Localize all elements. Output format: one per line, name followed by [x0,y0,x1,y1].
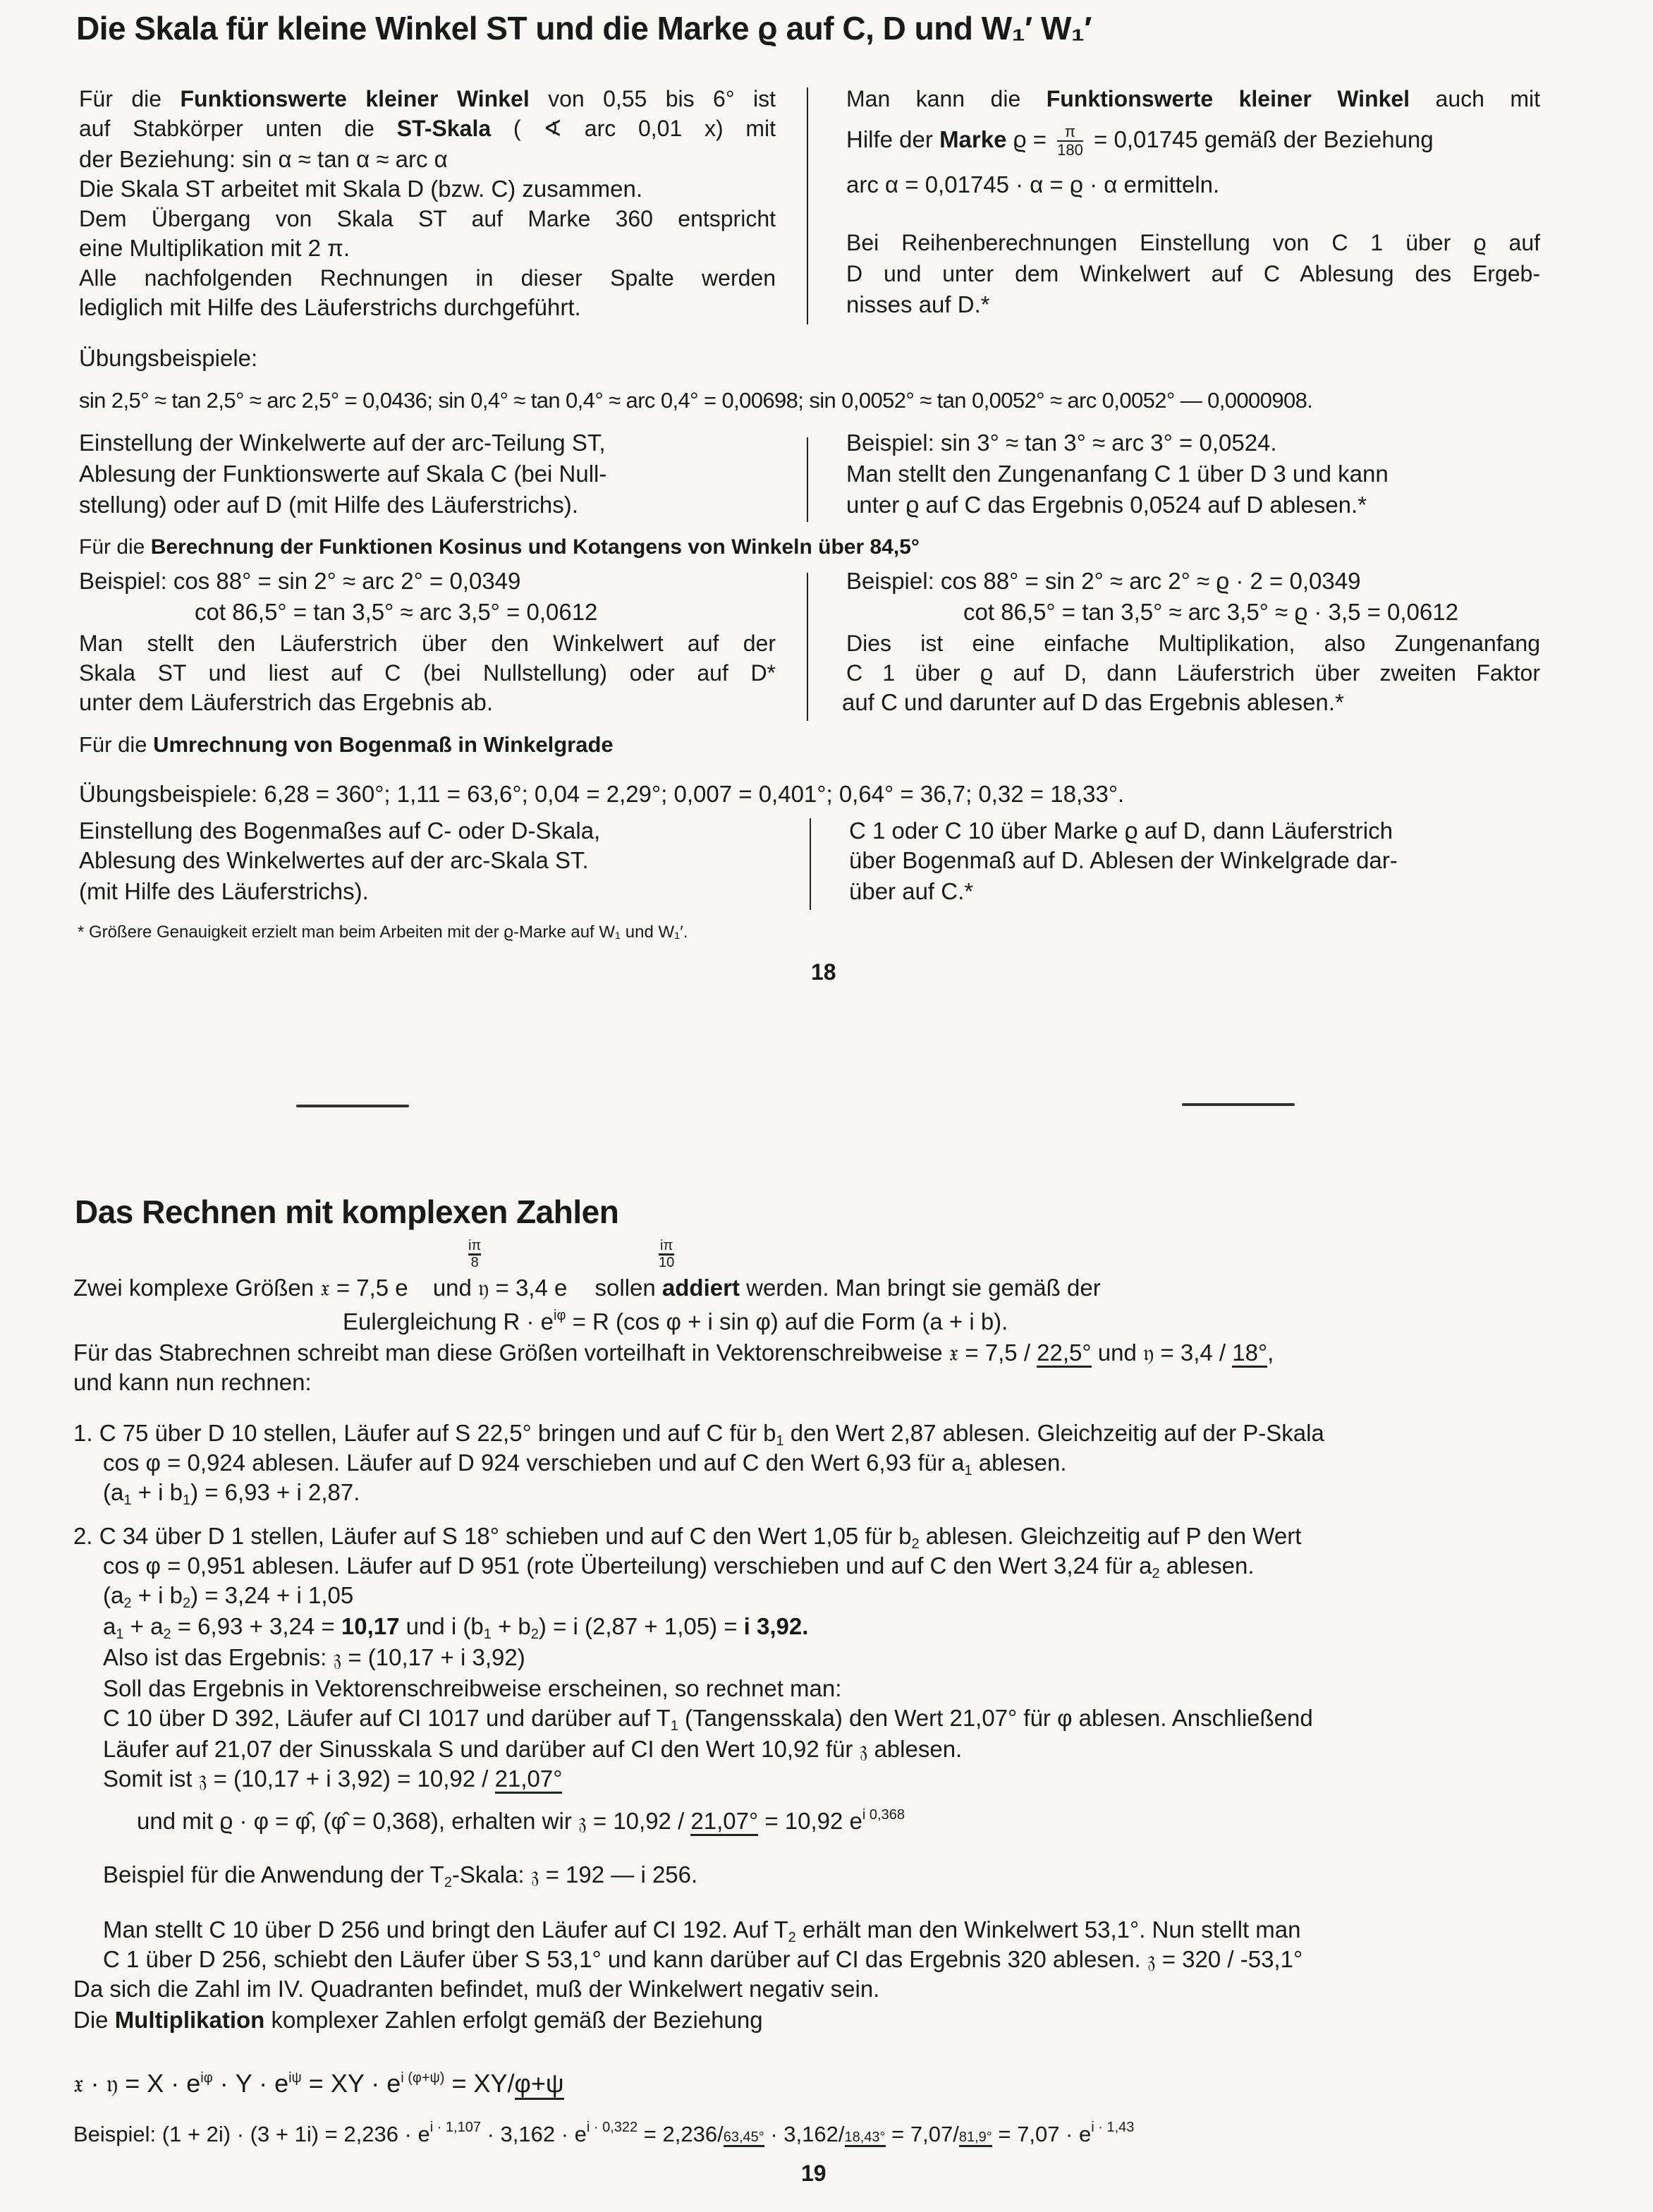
angle: 22,5° [1037,1339,1091,1368]
text: + b [491,1613,531,1639]
text-line [79,114,776,143]
text: auch mit [1410,86,1540,111]
superscript: i (φ+ψ) [401,2070,445,2086]
text-line: Dies ist eine einfache Multiplikation, also Zungenanfang [846,631,1540,656]
text: den Wert 2,87 ablesen. Gleichzeitig auf der P-Skala [783,1420,1324,1446]
page-number: 19 [801,2161,826,2186]
text: ) = 6,93 + i 2,87. [190,1479,360,1505]
text-line [73,1338,1274,1368]
text-line [343,1307,1008,1337]
page-number: 18 [811,959,836,985]
text-line [103,1703,1313,1733]
text: ablesen. Gleichzeitig auf P den Wert [919,1523,1302,1549]
subscript: 1 [182,1493,191,1508]
text-line [103,1915,1300,1945]
text: = 7,07 · e [992,2122,1092,2146]
text: + a [123,1613,164,1639]
angle: 18° [1232,1339,1267,1368]
page-title: Die Skala für kleine Winkel ST und die Marke ϱ auf C, D und W₁′ W₁′ [76,10,1092,47]
text: + i b [131,1582,183,1608]
text-line [73,1521,1301,1551]
text: = XY/ [444,2069,515,2098]
text: und 𝔶 = 3,4 e [426,1275,568,1301]
text-line: Also ist das Ergebnis: 𝔷 = (10,17 + i 3,92) [103,1644,525,1670]
superscript: i · 0,322 [586,2120,638,2135]
bold-text: Marke [939,126,1007,152]
text: 1. C 75 über D 10 stellen, Läufer auf S 22,5° bringen und auf C für b [73,1420,776,1446]
bold-text: Funktionswerte kleiner Winkel [1046,86,1410,111]
text-line [73,2005,763,2035]
text-line: Alle nachfolgenden Rechnungen in dieser Spalte werden [79,265,776,291]
text-line: Einstellung des Bogenmaßes auf C- oder D-Skala, [79,818,601,844]
page-separator [296,1105,409,1107]
text-line: cot 86,5° = tan 3,5° ≈ arc 3,5° ≈ ϱ · 3,5 = 0,0612 [963,599,1458,625]
bold-text: addiert [661,1275,740,1301]
text: cos φ = 0,924 ablesen. Läufer auf D 924 verschieben und auf C den Wert 6,93 für a [103,1450,965,1476]
text-line [103,1551,1255,1581]
text: Man stellt C 10 über D 256 und bringt den Läufer auf CI 192. Auf T [103,1916,788,1943]
subscript: 1 [116,1627,124,1642]
angle: φ+ψ [515,2069,564,2100]
text: · 3,162 · e [480,2122,587,2146]
superscript: i · 1,107 [429,2120,481,2135]
text: 𝔵 · 𝔶 = X · e [73,2069,201,2098]
text: (Tangensskala) den Wert 21,07° für φ ablesen. Anschließend [678,1705,1313,1731]
text-line: nisses auf D.* [846,291,990,317]
text-line: Soll das Ergebnis in Vektorenschreibweise erscheinen, so rechnet man: [103,1675,842,1701]
text: erhält man den Winkelwert 53,1°. Nun stellt man [795,1916,1301,1943]
text-line [137,1806,905,1836]
text: Eulergleichung R · e [343,1308,554,1335]
angle: 81,9° [959,2129,992,2147]
text-line: C 1 über ϱ auf D, dann Läuferstrich über zweiten Faktor [846,660,1540,686]
section-heading [79,533,920,562]
angle: 63,45° [724,2129,764,2147]
text: Die [73,2007,115,2033]
subscript: 2 [182,1596,191,1611]
subscript: 2 [163,1627,171,1642]
text: und mit ϱ · φ = φ̂, (φ̂ = 0,368), erhalten wir 𝔷 = 10,92 / [137,1808,691,1834]
subscript: 1 [123,1493,132,1508]
text-line: D und unter dem Winkelwert auf C Ablesung des Ergeb- [846,261,1540,286]
text-line: cot 86,5° = tan 3,5° ≈ arc 3,5° = 0,0612 [195,599,598,625]
bold-text: 10,17 [341,1613,400,1639]
superscript: iψ [288,2070,302,2086]
text: -Skala: 𝔷 = 192 — i 256. [451,1861,698,1888]
text-line: (mit Hilfe des Läuferstrichs). [79,878,369,904]
text: werden. Man bringt sie gemäß der [739,1275,1101,1301]
text: = 6,93 + 3,24 = [171,1613,341,1639]
bold-text: Multiplikation [114,2007,265,2033]
text: = 10,92 e [758,1808,862,1834]
text: Man kann die [846,86,1047,111]
text-line: Bei Reihenberechnungen Einstellung von C 1 über ϱ auf [846,230,1540,255]
text-line [79,84,776,114]
angle: 21,07° [690,1808,758,1836]
text-line: Die Skala ST arbeitet mit Skala D (bzw. C) zusammen. [79,176,642,202]
exercises-label: Übungsbeispiele: [79,345,258,371]
text: Somit ist 𝔷 = (10,17 + i 3,92) = 10,92 / [103,1766,495,1792]
subscript: 2 [444,1875,452,1890]
subscript: 1 [776,1433,784,1449]
text-line: Einstellung der Winkelwerte auf der arc-Teilung ST, [79,430,606,456]
column-divider [807,437,808,522]
text-line: C 1 über D 256, schiebt den Läufer über S 53,1° und kann darüber auf CI das Ergebnis 320 ablesen. 𝔷 = 320 / -53,1° [103,1946,1303,1972]
exponent [659,1239,674,1270]
superscript: iφ [200,2070,213,2086]
formula [73,2069,564,2098]
text-line [103,1764,562,1794]
text-line [73,1273,1101,1303]
text: Beispiel: (1 + 2i) · (3 + 1i) = 2,236 · e [73,2122,430,2146]
text: Für das Stabrechnen schreibt man diese Größen vorteilhaft in Vektorenschreibweise 𝔵 = 7,5 / [73,1339,1037,1366]
text: ( ∢ arc 0,01 x) mit [491,116,776,141]
column-divider [807,87,808,324]
text: (a [103,1582,124,1608]
text-line: unter dem Läuferstrich das Ergebnis ab. [79,689,493,715]
text-line [846,84,1540,114]
text-line: lediglich mit Hilfe des Läuferstrichs durchgeführt. [79,294,581,320]
text: = 2,236/ [638,2122,724,2146]
exponent [468,1239,481,1270]
text-line [103,1860,697,1890]
numerator: π [1057,123,1083,142]
text-line: Beispiel: sin 3° ≈ tan 3° ≈ arc 3° = 0,0524. [846,430,1277,456]
text: ablesen. [972,1450,1067,1476]
text: = R (cos φ + i sin φ) auf die Form (a + i b). [566,1308,1008,1335]
numerator: iπ [659,1239,674,1256]
subscript: 1 [483,1627,492,1642]
text-line: unter ϱ auf C das Ergebnis 0,0524 auf D ablesen.* [846,492,1367,518]
column-divider [810,818,811,910]
angle: 21,07° [495,1766,563,1794]
text: Für die [79,535,151,559]
text: und i (b [399,1613,484,1639]
text: ) = 3,24 + i 1,05 [190,1582,354,1608]
formula [73,2120,1134,2149]
text-line: Dem Übergang von Skala ST auf Marke 360 entspricht [79,206,776,231]
text: sollen [588,1275,662,1301]
text-line: arc α = 0,01745 · α = ϱ · α ermitteln. [846,171,1220,198]
text: komplexer Zahlen erfolgt gemäß der Beziehung [264,2007,763,2033]
text-line: Läufer auf 21,07 der Sinusskala S und darüber auf CI den Wert 10,92 für 𝔷 ablesen. [103,1736,963,1762]
text-line [73,1418,1324,1448]
page-separator [1182,1103,1295,1106]
text: + i b [131,1479,183,1505]
bold-text: i 3,92. [743,1613,809,1639]
text-line: Man stellt den Läuferstrich über den Winkelwert auf der [79,631,776,656]
column-divider [807,573,808,721]
bold-text: Umrechnung von Bogenmaß in Winkelgrade [153,732,614,757]
subscript: 2 [788,1930,796,1945]
text: = 7,07/ [885,2122,959,2146]
text: cos φ = 0,951 ablesen. Läufer auf D 951 (rote Überteilung) verschieben und auf C den Wert 3,24 für a [103,1552,1152,1579]
text: von 0,55 bis 6° ist [529,86,776,111]
footnote: * Größere Genauigkeit erzielt man beim Arbeiten mit der ϱ-Marke auf W₁ und W₁′. [78,923,688,942]
text: · Y · e [212,2069,289,2098]
section-heading [79,730,614,760]
subscript: 1 [670,1718,678,1734]
text-line: Ablesung des Winkelwertes auf der arc-Skala ST. [79,847,589,873]
text-line: über auf C.* [849,878,974,904]
text-line: eine Multiplikation mit 2 π. [79,235,350,261]
numerator: iπ [468,1239,481,1256]
text: = 0,01745 gemäß der Beziehung [1087,126,1434,152]
text-line: stellung) oder auf D (mit Hilfe des Läuferstrichs). [79,492,578,518]
text-line: Beispiel: cos 88° = sin 2° ≈ arc 2° ≈ ϱ · 2 = 0,0349 [846,568,1361,594]
subscript: 2 [530,1627,539,1642]
angle: 18,43° [845,2129,886,2147]
text-line: Übungsbeispiele: 6,28 = 360°; 1,11 = 63,6°; 0,04 = 2,29°; 0,007 = 0,401°; 0,64° = 36,7; 0,32 = 18,33°. [79,781,1125,807]
text: und 𝔶 = 3,4 / [1091,1339,1233,1366]
text-line: über Bogenmaß auf D. Ablesen der Winkelgrade dar- [849,847,1398,873]
text: ϱ = [1006,126,1054,152]
subscript: 1 [964,1463,972,1478]
text-line: und kann nun rechnen: [73,1369,312,1395]
superscript: i · 1,43 [1091,2120,1135,2135]
text-line: Da sich die Zahl im IV. Quadranten befindet, muß der Winkelwert negativ sein. [73,1976,880,2002]
text: a [103,1613,116,1639]
denominator: 8 [470,1255,479,1270]
text-line [103,1612,808,1641]
text: auf Stabkörper unten die [79,116,397,141]
text-line: auf C und darunter auf D das Ergebnis ablesen.* [842,689,1344,715]
superscript: i 0,368 [862,1807,905,1823]
text-line: C 1 oder C 10 über Marke ϱ auf D, dann Läuferstrich [849,818,1393,844]
text: Zwei komplexe Größen 𝔵 = 7,5 e [73,1275,408,1301]
text: Beispiel für die Anwendung der T [103,1861,444,1888]
text: ) = i (2,87 + 1,05) = [538,1613,744,1639]
page-title: Das Rechnen mit komplexen Zahlen [75,1193,619,1230]
text: , [1267,1339,1274,1366]
text: (a [103,1479,124,1505]
text: = XY · e [301,2069,401,2098]
text: Hilfe der [846,126,940,152]
text: C 10 über D 392, Läufer auf CI 1017 und darüber auf T [103,1705,671,1731]
text-line [103,1581,353,1610]
text-line: der Beziehung: sin α ≈ tan α ≈ arc α [79,146,448,172]
text: ablesen. [1159,1552,1255,1579]
subscript: 2 [123,1596,132,1611]
text-line [103,1448,1067,1478]
text-line: sin 2,5° ≈ tan 2,5° ≈ arc 2,5° = 0,0436; sin 0,4° ≈ tan 0,4° ≈ arc 0,4° = 0,00698; sin 0,0052° ≈ tan 0,0052° ≈ arc 0,0052° — 0,0000908. [79,388,1313,413]
subscript: 2 [911,1536,920,1552]
bold-text: Funktionswerte kleiner Winkel [180,86,530,111]
text: Für die [79,732,154,757]
bold-text: Berechnung der Funktionen Kosinus und Kotangens von Winkeln über 84,5° [150,535,920,559]
text-line [846,119,1434,160]
text: Für die [79,86,181,111]
superscript: iφ [554,1308,566,1323]
text-line: Skala ST und liest auf C (bei Nullstellung) oder auf D* [79,660,776,686]
subscript: 2 [1152,1566,1160,1581]
denominator: 10 [659,1255,675,1270]
fraction [1057,123,1083,159]
text-line [103,1478,360,1507]
text: 2. C 34 über D 1 stellen, Läufer auf S 18° schieben und auf C den Wert 1,05 für b [73,1523,912,1549]
denominator: 180 [1057,141,1083,159]
text-line: Ablesung der Funktionswerte auf Skala C (bei Null- [79,461,607,487]
text-line: Beispiel: cos 88° = sin 2° ≈ arc 2° = 0,0349 [79,568,521,594]
text: · 3,162/ [764,2122,845,2146]
bold-text: ST-Skala [396,116,492,141]
text-line: Man stellt den Zungenanfang C 1 über D 3 und kann [846,461,1389,487]
